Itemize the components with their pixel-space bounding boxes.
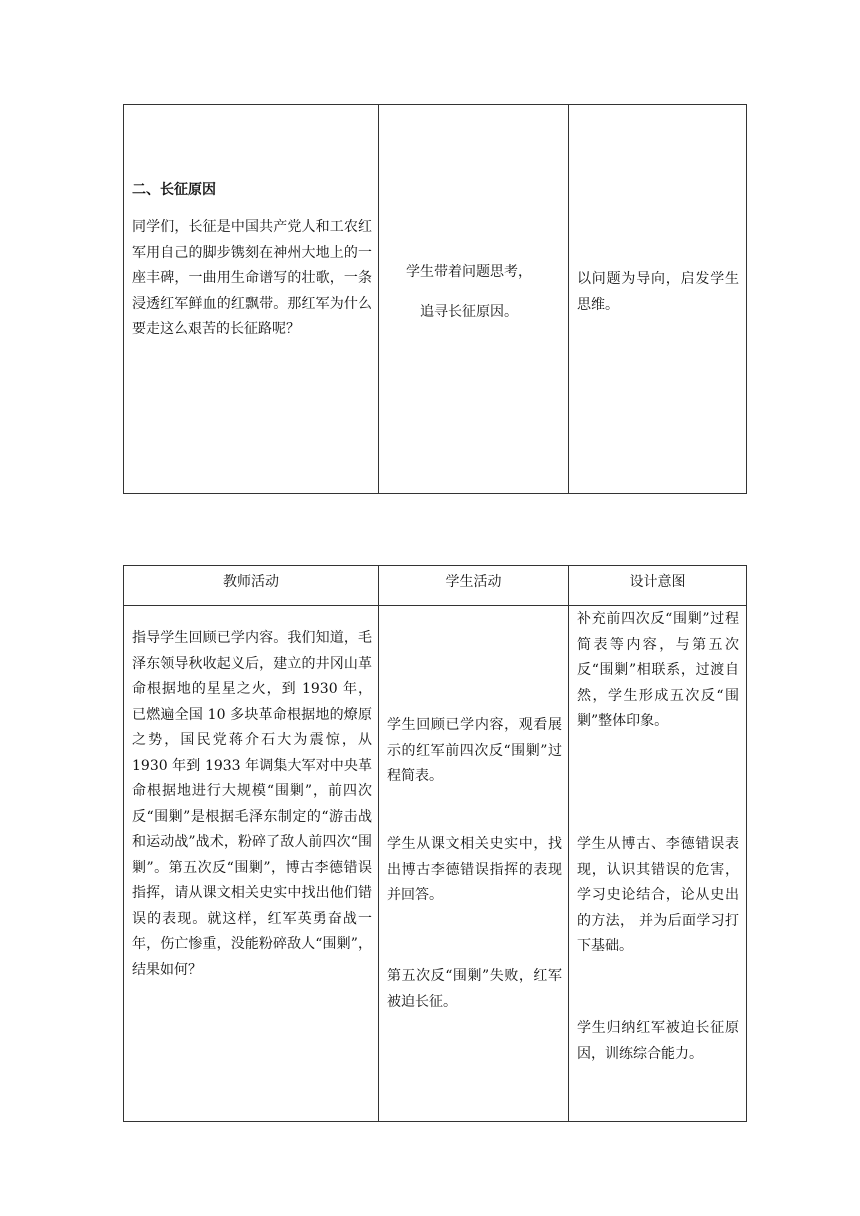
header-student-label: 学生活动 [445,574,502,590]
teacher-activity-cell [124,105,379,494]
design-intent-item-1: 补充前四次反“围剿”过程简表等内容，与第五次反“围剿”相联系，过渡自然，学生形成五次反“围剿”整体印象。 [577,611,739,729]
design-intent-item-3: 学生归纳红军被迫长征原因，训练综合能力。 [577,1020,739,1062]
teacher-activity-cell [124,606,379,1122]
student-activity-line-2: 追寻长征原因。 [420,304,518,320]
student-activity-line-1: 学生带着问题思考， [406,264,532,280]
student-activity-item-1: 学生回顾已学内容，观看展示的红军前四次反“围剿”过程简表。 [387,717,562,784]
teacher-intro-text: 同学们，长征是中国共产党人和工农红军用自己的脚步镌刻在神州大地上的一座丰碑，一曲用生命谱写的壮歌，一条浸透红军鲜血的红飘带。那红军为什么要走这么艰苦的长征路呢？ [132,219,372,337]
teacher-activity-text: 指导学生回顾已学内容。我们知道，毛泽东领导秋收起义后，建立的井冈山革命根据地的星星之火，到 1930 年，已燃遍全国 10 多块革命根据地的燎原之势，国民党蒋介石大为震惊，从 1930 年到 1933 年调集大军对中央革命根据地进行大规模“围剿”，前四次反“围剿”是根据毛泽东制定的“游击战和运动战”战术，粉碎了敌人前四次“围剿”。第五次反“围剿”，博古李德错误指挥，请从课文相关史实中找出他们错误的表现。就这样，红军英勇奋战一年，伤亡惨重，没能粉碎敌人“围剿”，结果如何？ [132,630,372,978]
design-intent-cell [569,105,747,494]
lesson-table-1 [123,104,747,494]
design-intent-cell [569,606,747,1122]
lesson-table-2 [123,565,747,1122]
header-intent-label: 设计意图 [629,574,686,590]
section-title: 二、长征原因 [132,182,216,198]
header-student-activity [379,566,569,606]
header-teacher-label: 教师活动 [223,574,279,590]
student-activity-cell [379,606,569,1122]
student-activity-cell [379,105,569,494]
student-activity-item-3: 第五次反“围剿”失败，红军被迫长征。 [387,968,562,1010]
design-intent-item-2: 学生从博古、李德错误表现，认识其错误的危害，学习史论结合，论从史出的方法， 并为后面学习打下基础。 [577,836,739,954]
student-activity-item-2: 学生从课文相关史实中，找出博古李德错误指挥的表现并回答。 [387,836,562,903]
header-teacher-activity [124,566,379,606]
header-design-intent [569,566,747,606]
design-intent-text: 以问题为导向，启发学生思维。 [577,271,739,313]
